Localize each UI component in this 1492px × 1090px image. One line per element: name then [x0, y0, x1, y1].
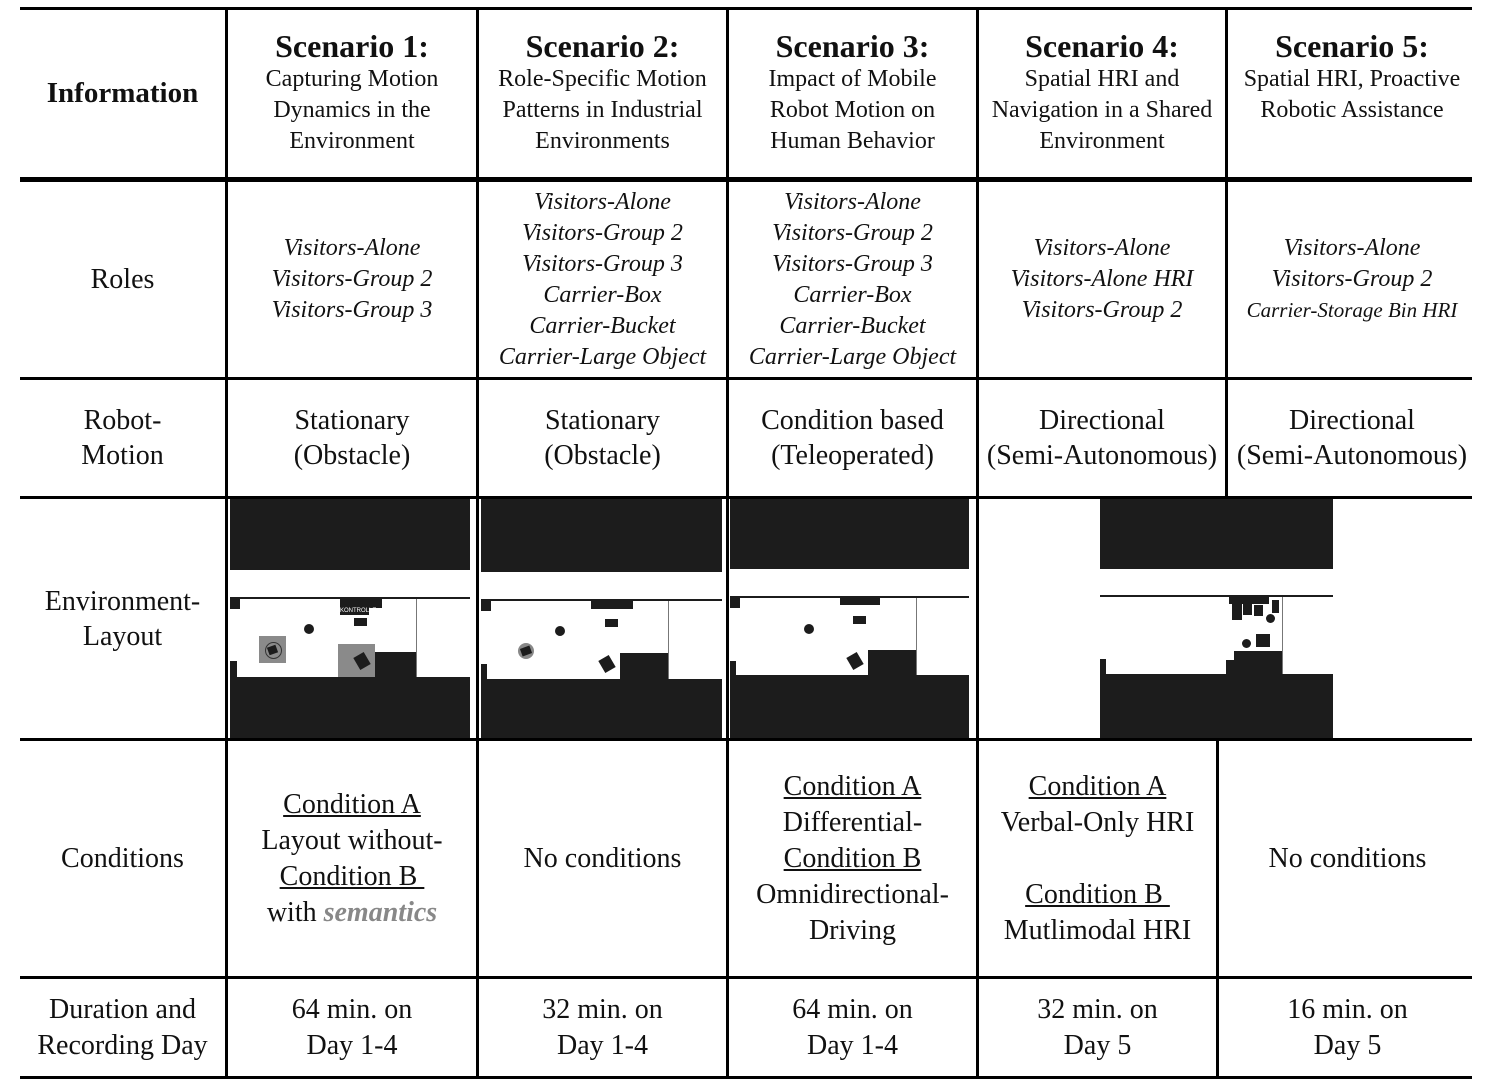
environment-map-scenario-3 [730, 499, 969, 738]
roles-cell-scenario-4 [979, 182, 1225, 377]
duration-minutes: 32 min. on [542, 993, 663, 1025]
box-obstacle [605, 619, 618, 627]
robot-motion-scenario-4 [979, 380, 1225, 496]
role-item: Carrier-Bucket [529, 312, 676, 339]
duration-label-line: Recording Day [37, 1029, 208, 1061]
pillar-obstacle [555, 626, 565, 636]
room-divider [668, 601, 669, 679]
box-obstacle [853, 616, 866, 624]
wall-block [230, 661, 237, 677]
scenario-2-header [479, 10, 726, 177]
room-divider [1282, 597, 1283, 674]
duration-scenario-5 [1219, 979, 1476, 1076]
storage-bin [1232, 604, 1242, 620]
room-divider [916, 598, 917, 675]
corridor-band [1100, 569, 1333, 595]
roles-label-cell [20, 182, 225, 377]
duration-day: Day 1-4 [306, 1029, 398, 1061]
roles-cell-scenario-1 [228, 182, 476, 377]
wall-block [730, 661, 736, 675]
motion-line: (Obstacle) [544, 440, 661, 471]
condition-b-description-cont: Driving [808, 914, 897, 946]
condition-a-label: Condition A [283, 788, 421, 820]
roles-cell-scenario-3 [729, 182, 976, 377]
wall-block [730, 598, 740, 608]
condition-b-label: Condition B [783, 842, 922, 874]
scenario-title: Scenario 1: [275, 28, 429, 64]
scenario-subtitle-line: Dynamics in the [273, 97, 431, 123]
pillar-obstacle [304, 624, 314, 634]
environment-map-scenario-1 [230, 499, 470, 738]
corridor-band [481, 572, 722, 599]
scenario-3-header [729, 10, 976, 177]
condition-a-description: Verbal-Only HRI [1000, 806, 1195, 838]
conditions-label-cell [20, 741, 225, 976]
table-obstacle [340, 599, 382, 608]
scenario-title: Scenario 4: [1025, 28, 1179, 64]
robot-motion-label-line: Robot- [83, 405, 162, 436]
role-item: Visitors-Group 2 [1021, 297, 1183, 323]
storage-bin [1254, 605, 1263, 616]
duration-day: Day 1-4 [807, 1029, 898, 1061]
motion-line: Directional [1039, 405, 1165, 436]
storage-block [1226, 660, 1235, 674]
scenario-subtitle-line: Capturing Motion [265, 66, 439, 92]
conditions-scenario-1 [228, 741, 476, 976]
condition-a-label: Condition A [1028, 770, 1167, 802]
robot-motion-scenario-3 [729, 380, 976, 496]
condition-b-label: Condition B [1025, 878, 1170, 910]
scenario-subtitle-line: Environment [1039, 128, 1165, 154]
storage-block [868, 650, 916, 675]
wall-block [1100, 659, 1106, 674]
pillar-obstacle [1266, 614, 1275, 623]
conditions-label: Conditions [61, 842, 184, 874]
motion-line: (Obstacle) [293, 440, 411, 471]
wall-block [481, 601, 491, 611]
roles-cell-scenario-2 [479, 182, 726, 377]
duration-scenario-4 [979, 979, 1216, 1076]
storage-bin [1272, 600, 1279, 613]
corridor-band [230, 570, 470, 597]
scenario-subtitle-line: Role-Specific Motion [498, 66, 707, 92]
robot-marker [1242, 639, 1251, 648]
condition-a-description: Differential- [782, 806, 923, 838]
table-obstacle [591, 601, 633, 609]
scenario-subtitle-line: Navigation in a Shared [991, 97, 1213, 123]
duration-day: Day 5 [1063, 1029, 1132, 1061]
duration-day: Day 5 [1313, 1029, 1382, 1061]
storage-block [620, 653, 668, 679]
duration-scenario-3 [729, 979, 976, 1076]
scenario-subtitle-line: Human Behavior [770, 128, 935, 154]
wall-block [481, 664, 487, 679]
scenario-title: Scenario 3: [775, 28, 930, 64]
motion-line: Stationary [294, 405, 410, 436]
conditions-scenario-2 [479, 741, 726, 976]
condition-b-description: Omnidirectional- [756, 878, 949, 910]
robot-motion-scenario-1 [228, 380, 476, 496]
role-item: Visitors-Group 3 [271, 297, 433, 323]
shelf-obstacle [1229, 597, 1269, 604]
duration-minutes: 32 min. on [1037, 993, 1158, 1025]
room-divider [416, 599, 417, 677]
role-item: Carrier-Box [543, 281, 662, 308]
storage-bin [1243, 604, 1252, 615]
role-item: Carrier-Storage Bin HRI [1246, 298, 1458, 322]
duration-minutes: 64 min. on [792, 993, 913, 1025]
environment-layout-label-line: Environment- [44, 585, 201, 617]
scenario-subtitle-line: Robotic Assistance [1260, 97, 1444, 123]
role-item: Visitors-Group 3 [522, 250, 683, 277]
duration-label-cell [20, 979, 225, 1076]
motion-line: Condition based [761, 405, 944, 436]
role-item: Visitors-Alone [283, 235, 421, 261]
duration-minutes: 64 min. on [291, 993, 413, 1025]
environment-layout-label-cell [20, 499, 225, 738]
role-item: Visitors-Alone [1033, 235, 1171, 261]
with-text: with [266, 896, 317, 928]
table-bottom-rule [20, 1076, 1472, 1079]
role-item: Visitors-Alone [534, 188, 671, 215]
scenario-subtitle-line: Spatial HRI, Proactive [1243, 66, 1461, 92]
condition-b-label: Condition B [279, 860, 425, 892]
condition-b-description: Mutlimodal HRI [1003, 914, 1192, 946]
header-information-cell [20, 10, 225, 177]
role-item: Visitors-Alone [1283, 235, 1421, 261]
duration-minutes: 16 min. on [1287, 993, 1408, 1025]
role-item: Visitors-Alone HRI [1010, 266, 1194, 292]
motion-line: Directional [1289, 405, 1415, 436]
roles-cell-scenario-5 [1228, 182, 1476, 377]
role-item: Visitors-Group 2 [522, 219, 683, 246]
role-item: Visitors-Group 2 [772, 219, 933, 246]
robot-motion-label-cell [20, 380, 225, 496]
role-item: Carrier-Large Object [498, 343, 707, 370]
storage-block [375, 652, 416, 677]
condition-b-description [267, 895, 437, 931]
no-conditions-text: No conditions [1268, 842, 1427, 874]
roles-label: Roles [90, 263, 155, 295]
duration-day: Day 1-4 [557, 1029, 648, 1061]
environment-map-scenario-4-5 [1100, 499, 1333, 738]
scenario-5-header [1228, 10, 1476, 177]
scenario-subtitle-line: Robot Motion on [769, 97, 936, 123]
scenario-1-header [228, 10, 476, 177]
role-item: Visitors-Group 3 [772, 250, 933, 277]
role-item: Carrier-Large Object [748, 343, 957, 370]
scenario-subtitle-line: Environments [535, 128, 670, 154]
role-item: Carrier-Bucket [779, 312, 926, 339]
duration-scenario-1 [228, 979, 476, 1076]
conditions-scenario-5 [1219, 741, 1476, 976]
room-floor [1100, 597, 1333, 674]
information-heading: Information [46, 77, 199, 109]
scenario-subtitle-line: Spatial HRI and [1024, 66, 1180, 92]
conditions-scenario-4 [979, 741, 1216, 976]
pillar-obstacle [804, 624, 814, 634]
robot-motion-scenario-2 [479, 380, 726, 496]
motion-line: (Semi-Autonomous) [986, 440, 1218, 471]
role-item: Visitors-Alone [784, 188, 921, 215]
condition-a-description: Layout without- [261, 824, 443, 856]
scenario-subtitle-line: Impact of Mobile [768, 66, 937, 92]
scenario-title: Scenario 5: [1275, 28, 1429, 64]
motion-line: (Semi-Autonomous) [1236, 440, 1468, 471]
scenario-subtitle-line: Patterns in Industrial [502, 97, 703, 123]
scenario-4-header [979, 10, 1225, 177]
storage-block [1234, 651, 1282, 674]
table-obstacle [840, 598, 880, 605]
motion-line: (Teleoperated) [771, 440, 934, 471]
role-item: Carrier-Box [793, 281, 912, 308]
box-obstacle [1256, 634, 1270, 647]
environment-map-scenario-2 [481, 499, 722, 738]
scenario-subtitle-line: Environment [289, 128, 415, 154]
role-item: Visitors-Group 2 [1271, 266, 1433, 292]
role-item: Visitors-Group 2 [271, 266, 433, 292]
environment-layout-label-line: Layout [82, 620, 163, 652]
robot-motion-label-line: Motion [81, 440, 164, 471]
scenario-title: Scenario 2: [525, 28, 680, 64]
no-conditions-text: No conditions [523, 842, 682, 874]
conditions-scenario-3 [729, 741, 976, 976]
wall-block [230, 599, 240, 609]
sign-label: KONTROLLE [340, 608, 377, 614]
robot-motion-scenario-5 [1228, 380, 1476, 496]
duration-scenario-2 [479, 979, 726, 1076]
condition-a-label: Condition A [783, 770, 922, 802]
corridor-band [730, 569, 969, 596]
semantics-highlight: semantics [323, 896, 438, 928]
box-obstacle [354, 618, 367, 626]
motion-line: Stationary [544, 405, 661, 436]
duration-label-line: Duration and [49, 993, 196, 1025]
